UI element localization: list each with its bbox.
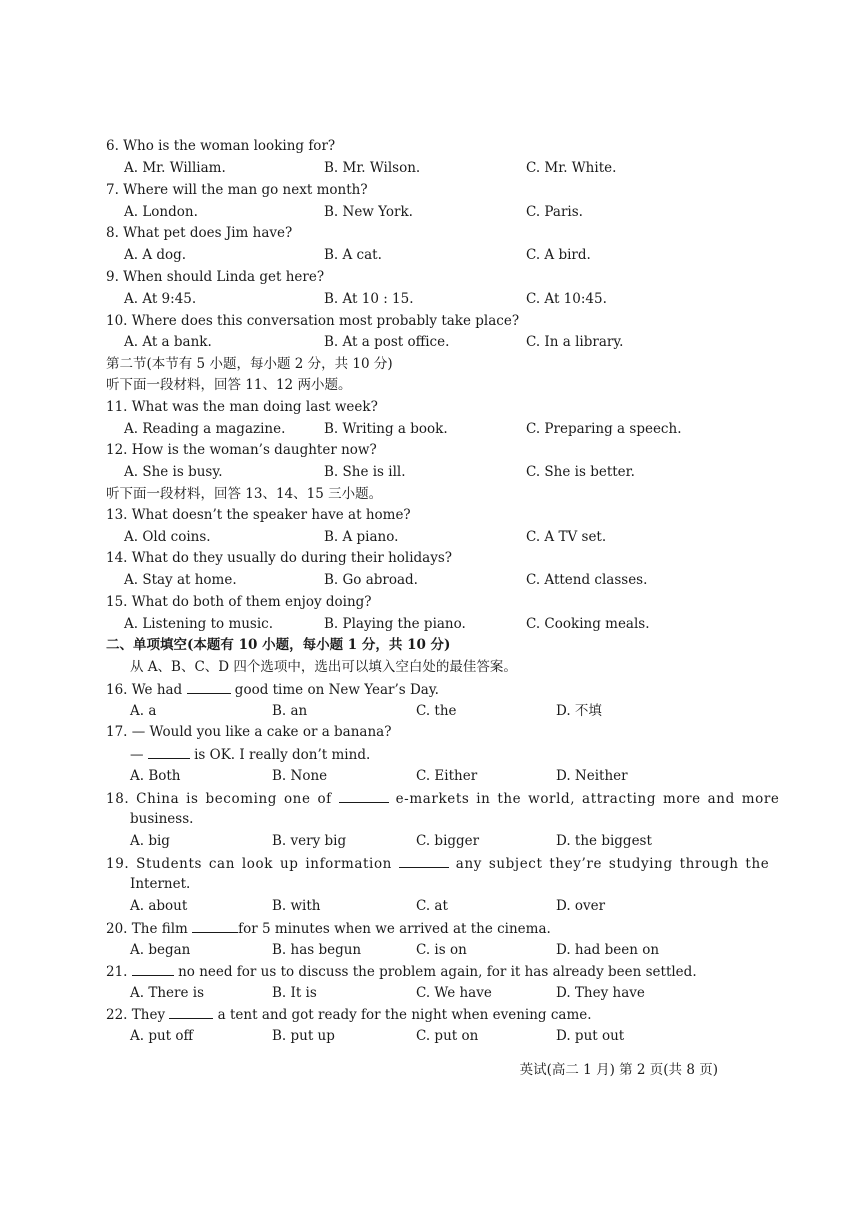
option-10a: A. At a bank. (124, 334, 212, 350)
question-20-stem-start: 20. The film (106, 921, 188, 937)
option-20b: B. has begun (272, 942, 362, 958)
section-2-header: 第二节(本节有 5 小题，每小题 2 分，共 10 分) (106, 356, 393, 372)
option-16a: A. a (130, 703, 157, 719)
option-6b: B. Mr. Wilson. (324, 160, 421, 176)
option-21c: C. We have (416, 985, 492, 1001)
option-19d: D. over (556, 898, 606, 914)
part-2-header: 二、单项填空(本题有 10 小题，每小题 1 分，共 10 分) (106, 637, 451, 653)
option-22b: B. put up (272, 1028, 335, 1044)
question-19 (106, 855, 769, 872)
option-8b: B. A cat. (324, 247, 382, 263)
question-7: 7. Where will the man go next month? (106, 182, 368, 198)
option-22a: A. put off (130, 1028, 194, 1044)
instruction-11-12: 听下面一段材料，回答 11、12 两小题。 (106, 377, 352, 393)
question-10: 10. Where does this conversation most probably take place? (106, 313, 520, 329)
question-16-stem-start: 16. We had (106, 682, 183, 698)
option-16d: D. 不填 (556, 703, 602, 719)
option-14c: C. Attend classes. (526, 572, 648, 588)
option-21b: B. It is (272, 985, 317, 1001)
question-21-number: 21. (106, 964, 128, 980)
question-17-stem-end: is OK. I really don’t mind. (194, 747, 371, 763)
option-18d: D. the biggest (556, 833, 652, 849)
option-22d: D. put out (556, 1028, 625, 1044)
question-17-dash: — (130, 747, 144, 763)
option-6c: C. Mr. White. (526, 160, 617, 176)
option-11c: C. Preparing a speech. (526, 421, 682, 437)
option-12a: A. She is busy. (124, 464, 223, 480)
answer-blank (148, 746, 190, 759)
option-22c: C. put on (416, 1028, 479, 1044)
question-20 (106, 920, 551, 937)
option-15a: A. Listening to music. (124, 616, 274, 632)
question-19-stem-end: any subject they’re studying through the (455, 856, 770, 872)
option-13a: A. Old coins. (124, 529, 211, 545)
option-18b: B. very big (272, 833, 347, 849)
question-15: 15. What do both of them enjoy doing? (106, 594, 372, 610)
option-17b: B. None (272, 768, 328, 784)
option-21a: A. There is (130, 985, 204, 1001)
answer-blank (192, 920, 238, 933)
option-17a: A. Both (130, 768, 181, 784)
answer-blank (399, 855, 449, 868)
option-16c: C. the (416, 703, 457, 719)
option-13b: B. A piano. (324, 529, 399, 545)
answer-blank (169, 1006, 213, 1019)
option-8c: C. A bird. (526, 247, 591, 263)
question-21 (106, 963, 697, 980)
question-18-continued: business. (130, 811, 194, 827)
option-21d: D. They have (556, 985, 645, 1001)
option-20a: A. began (130, 942, 191, 958)
option-17c: C. Either (416, 768, 478, 784)
part-2-instruction: 从 A、B、C、D 四个选项中，选出可以填入空白处的最佳答案。 (130, 659, 517, 675)
option-11a: A. Reading a magazine. (124, 421, 286, 437)
option-10b: B. At a post office. (324, 334, 450, 350)
option-7a: A. London. (124, 204, 198, 220)
question-8: 8. What pet does Jim have? (106, 225, 293, 241)
option-16b: B. an (272, 703, 308, 719)
question-12: 12. How is the woman’s daughter now? (106, 442, 377, 458)
answer-blank (132, 963, 174, 976)
option-19b: B. with (272, 898, 321, 914)
question-19-continued: Internet. (130, 876, 191, 892)
option-6a: A. Mr. William. (124, 160, 226, 176)
question-17: 17. — Would you like a cake or a banana? (106, 724, 392, 740)
option-19a: A. about (130, 898, 188, 914)
question-11: 11. What was the man doing last week? (106, 399, 378, 415)
option-15b: B. Playing the piano. (324, 616, 466, 632)
option-13c: C. A TV set. (526, 529, 607, 545)
answer-blank (187, 681, 231, 694)
option-18a: A. big (130, 833, 170, 849)
question-14: 14. What do they usually do during their holidays? (106, 550, 453, 566)
option-7c: C. Paris. (526, 204, 583, 220)
option-15c: C. Cooking meals. (526, 616, 650, 632)
question-18-stem-start: 18. China is becoming one of (106, 791, 332, 807)
question-18 (106, 790, 780, 807)
instruction-13-15: 听下面一段材料，回答 13、14、15 三小题。 (106, 486, 383, 502)
option-11b: B. Writing a book. (324, 421, 448, 437)
question-6: 6. Who is the woman looking for? (106, 138, 336, 154)
option-10c: C. In a library. (526, 334, 624, 350)
option-18c: C. bigger (416, 833, 480, 849)
question-16 (106, 681, 439, 698)
question-17-reply (130, 746, 370, 763)
question-19-stem-start: 19. Students can look up information (106, 856, 392, 872)
option-20c: C. is on (416, 942, 467, 958)
question-13: 13. What doesn’t the speaker have at home? (106, 507, 411, 523)
option-8a: A. A dog. (124, 247, 187, 263)
option-7b: B. New York. (324, 204, 413, 220)
page-footer: 英试(高二 1 月) 第 2 页(共 8 页) (519, 1062, 718, 1078)
option-9b: B. At 10 : 15. (324, 291, 414, 307)
option-14b: B. Go abroad. (324, 572, 418, 588)
option-9a: A. At 9:45. (124, 291, 197, 307)
question-20-stem-end: for 5 minutes when we arrived at the cinema. (238, 921, 551, 937)
option-17d: D. Neither (556, 768, 628, 784)
answer-blank (339, 790, 389, 803)
option-12b: B. She is ill. (324, 464, 406, 480)
option-9c: C. At 10:45. (526, 291, 607, 307)
question-22 (106, 1006, 592, 1023)
question-22-stem-start: 22. They (106, 1007, 166, 1023)
option-14a: A. Stay at home. (124, 572, 237, 588)
option-19c: C. at (416, 898, 448, 914)
option-12c: C. She is better. (526, 464, 635, 480)
question-9: 9. When should Linda get here? (106, 269, 325, 285)
question-18-stem-end: e-markets in the world, attracting more and more (395, 791, 780, 807)
question-16-stem-end: good time on New Year’s Day. (234, 682, 439, 698)
question-21-stem-end: no need for us to discuss the problem again, for it has already been settled. (178, 964, 697, 980)
option-20d: D. had been on (556, 942, 660, 958)
question-22-stem-end: a tent and got ready for the night when evening came. (217, 1007, 592, 1023)
